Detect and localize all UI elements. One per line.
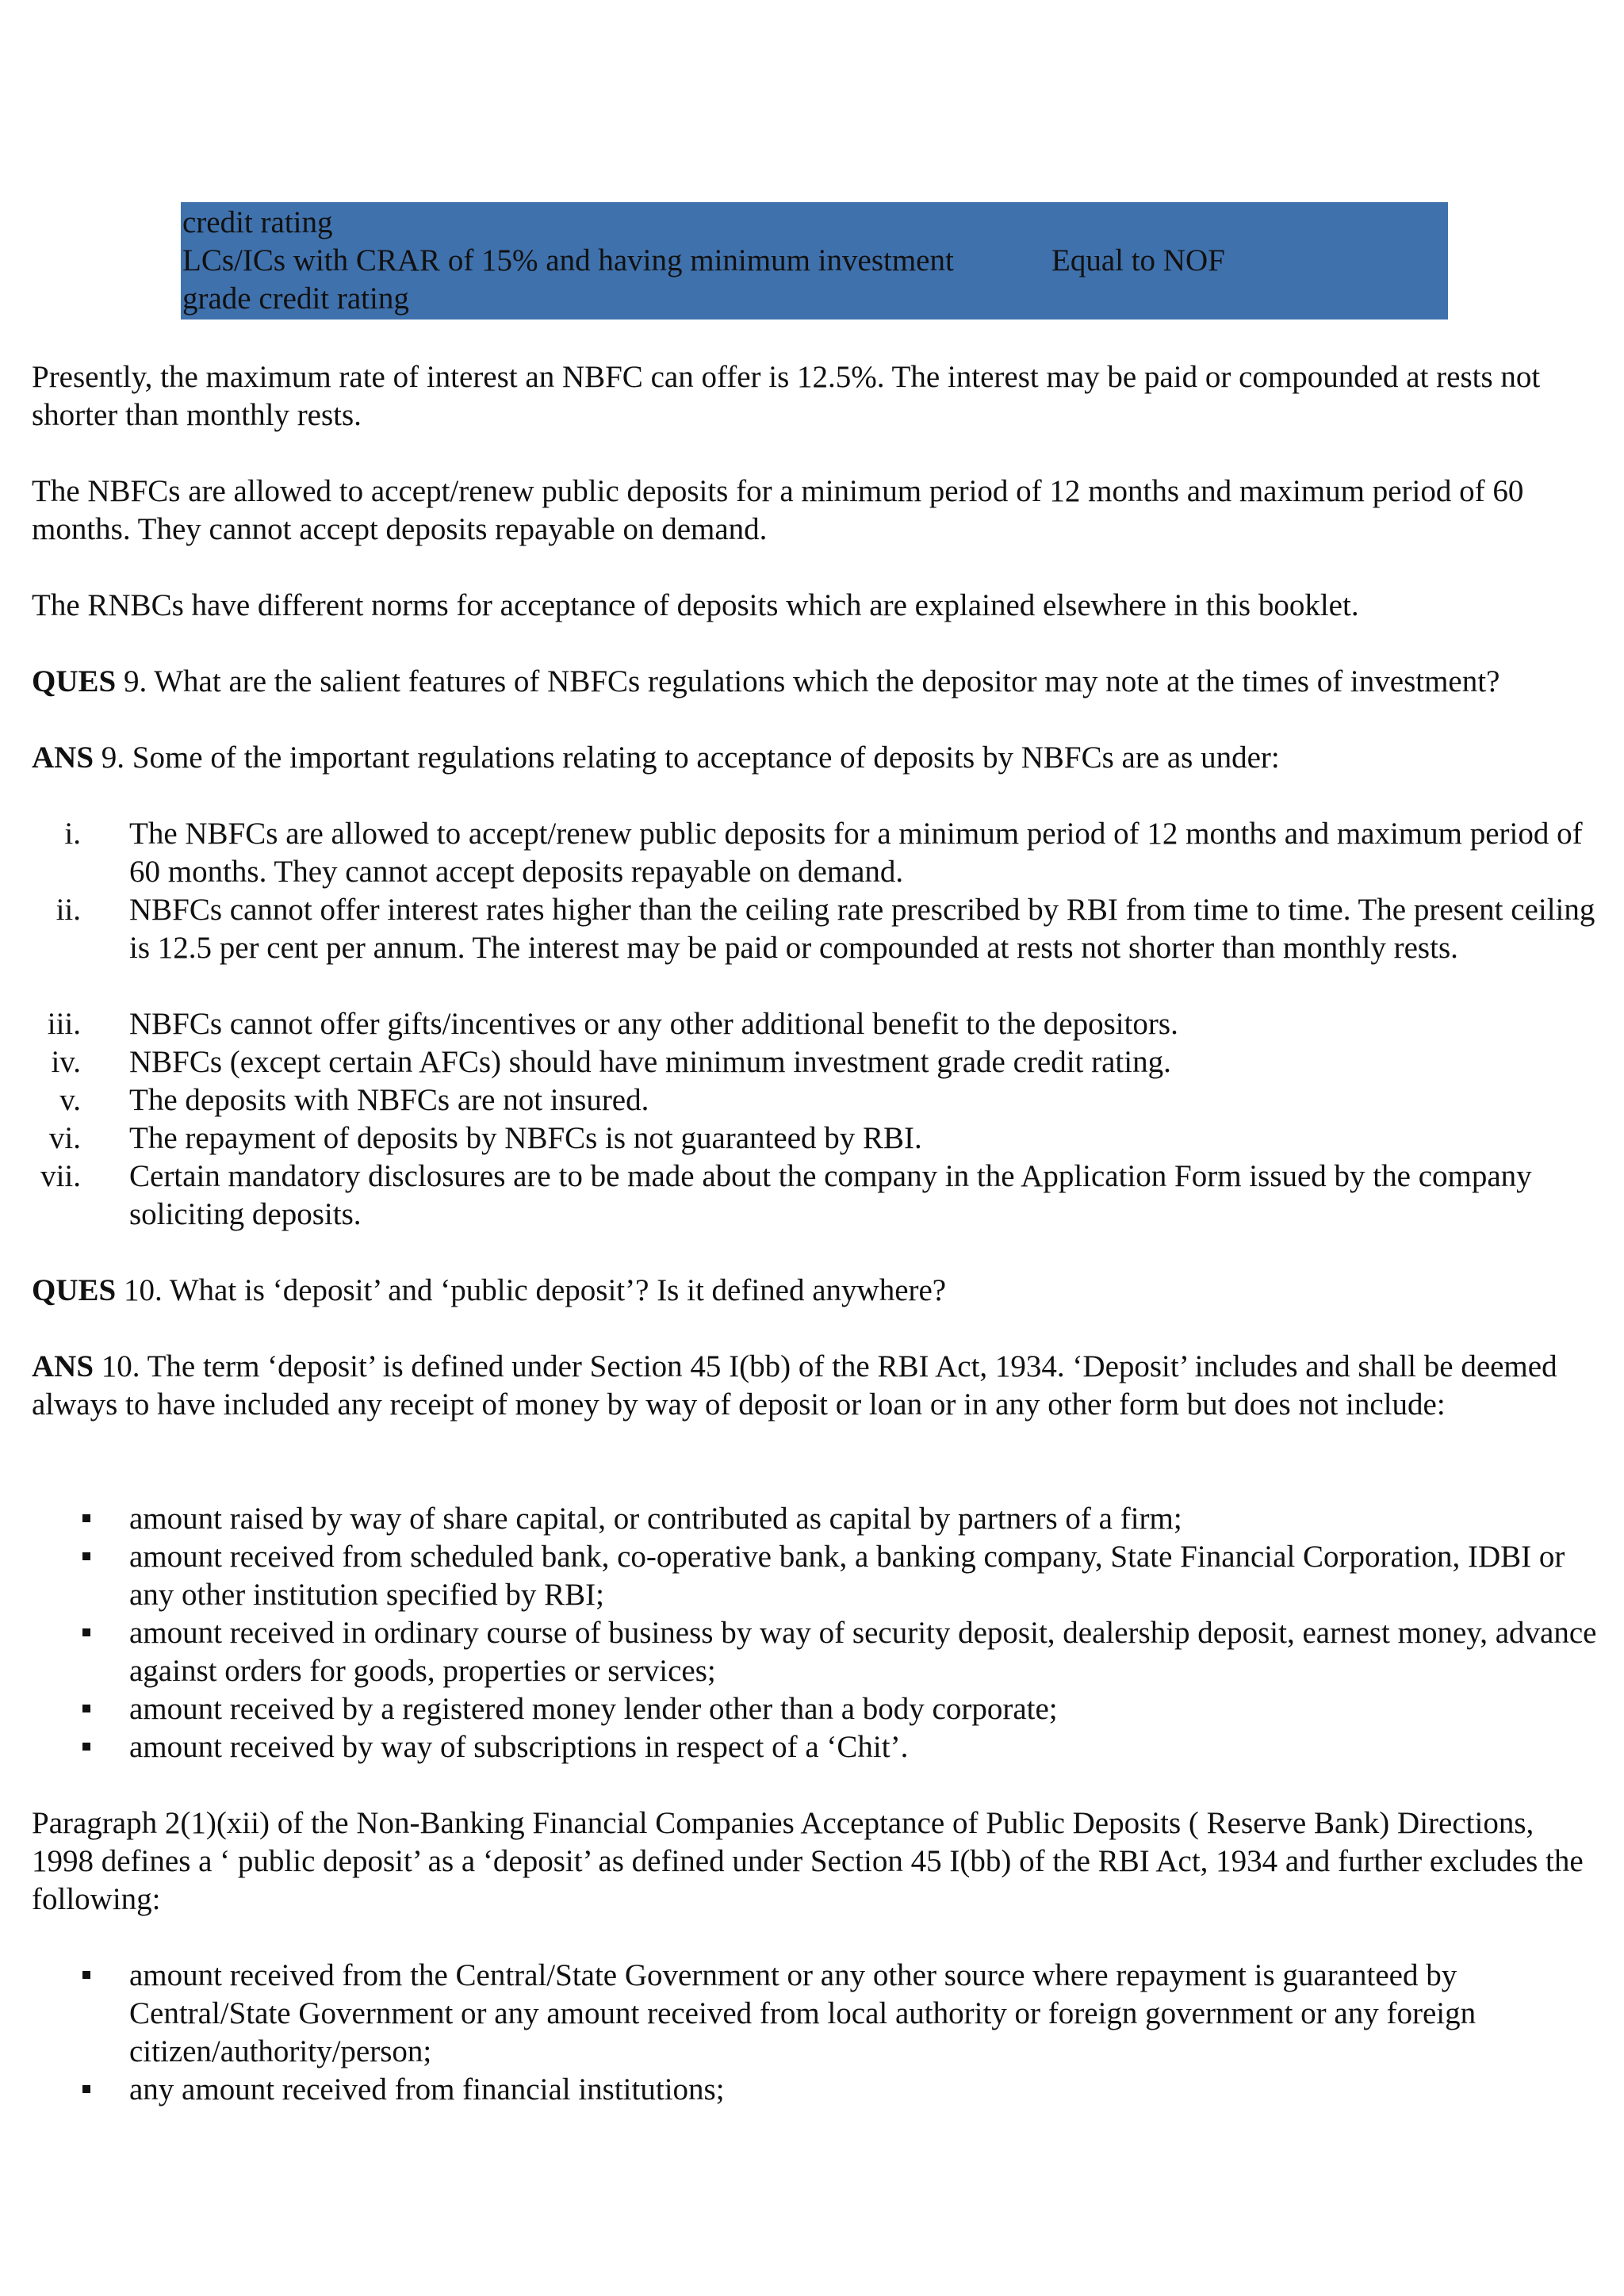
- list-marker: iii.: [47, 1007, 81, 1041]
- list-item-text: The NBFCs are allowed to accept/renew public deposits for a minimum period of 12 months and maximum period of 60 months. They cannot accept deposits repayable on demand.: [129, 817, 1583, 889]
- bullet-icon: [82, 1514, 90, 1522]
- question-9: [32, 663, 1598, 701]
- list-item-text: Certain mandatory disclosures are to be made about the company in the Application Form issued by the company soliciting deposits.: [129, 1159, 1532, 1231]
- bullet-icon: [82, 1743, 90, 1751]
- list-item-text: amount received from scheduled bank, co-operative bank, a banking company, State Financial Corporation, IDBI or any other institution specified by RBI;: [129, 1540, 1565, 1612]
- table-row-grade-credit-rating: grade credit rating: [182, 281, 409, 316]
- question-label: QUES: [32, 664, 117, 698]
- question-10: [32, 1272, 1598, 1310]
- list-item-text: The repayment of deposits by NBFCs is not guaranteed by RBI.: [129, 1121, 922, 1155]
- answer-9: [32, 739, 1598, 777]
- paragraph-public-deposit: Paragraph 2(1)(xii) of the Non-Banking Financial Companies Acceptance of Public Deposits ( Reserve Bank) Directions, 1998 defines a ‘ public deposit’ as a ‘deposit’ as defined under Section 45 I(bb) of the RBI Act, 1934 and further excludes the following:: [32, 1806, 1584, 1916]
- bullet-icon: [82, 1628, 90, 1636]
- list-item-text: NBFCs cannot offer interest rates higher than the ceiling rate prescribed by RBI from time to time. The present ceiling is 12.5 per cent per annum. The interest may be paid or compounded at rests not shorter than monthly rests.: [129, 893, 1595, 965]
- list-marker: ii.: [56, 893, 81, 927]
- list-item-text: NBFCs cannot offer gifts/incentives or any other additional benefit to the depositors.: [129, 1007, 1178, 1041]
- table-row-lcs-ics-value: Equal to NOF: [1051, 243, 1225, 277]
- bullet-icon: [82, 1971, 90, 1979]
- bullet-icon: [82, 1552, 90, 1560]
- answer-text: 9. Some of the important regulations relating to acceptance of deposits by NBFCs are as under:: [94, 740, 1280, 775]
- list-item-text: amount received by way of subscriptions in respect of a ‘Chit’.: [129, 1730, 909, 1764]
- table-row-lcs-ics-label: LCs/ICs with CRAR of 15% and having minimum investment: [182, 243, 954, 277]
- list-item-text: amount received from the Central/State Government or any other source where repayment is guaranteed by Central/State Government or any amount received from local authority or foreign government or any foreign citizen/authority/person;: [129, 1958, 1477, 2068]
- list-item-text: any amount received from financial institutions;: [129, 2072, 725, 2107]
- list-item-text: amount received in ordinary course of business by way of security deposit, dealership deposit, earnest money, advance against orders for goods, properties or services;: [129, 1616, 1597, 1688]
- list-marker: iv.: [51, 1045, 81, 1079]
- bullet-icon: [82, 2085, 90, 2093]
- question-text: 9. What are the salient features of NBFCs regulations which the depositor may note at the times of investment?: [116, 664, 1500, 698]
- list-marker: vi.: [48, 1121, 81, 1155]
- question-text: 10. What is ‘deposit’ and ‘public deposit’? Is it defined anywhere?: [116, 1273, 947, 1307]
- list-item-text: amount received by a registered money lender other than a body corporate;: [129, 1692, 1058, 1726]
- answer-text: 10. The term ‘deposit’ is defined under Section 45 I(bb) of the RBI Act, 1934. ‘Deposit’ includes and shall be deemed always to have included any receipt of money by way of deposit or loan or in any other form but does not include:: [32, 1349, 1557, 1422]
- list-marker: vii.: [40, 1159, 81, 1193]
- list-marker: i.: [64, 817, 81, 851]
- table-fragment: [181, 202, 1448, 320]
- answer-label: ANS: [32, 740, 94, 775]
- paragraph-deposit-period: The NBFCs are allowed to accept/renew public deposits for a minimum period of 12 months and maximum period of 60 months. They cannot accept deposits repayable on demand.: [32, 474, 1524, 546]
- paragraph-rnbc-norms: The RNBCs have different norms for acceptance of deposits which are explained elsewhere in this booklet.: [32, 588, 1359, 622]
- question-label: QUES: [32, 1273, 117, 1307]
- list-item-text: NBFCs (except certain AFCs) should have minimum investment grade credit rating.: [129, 1045, 1171, 1079]
- paragraph-interest-rate: Presently, the maximum rate of interest an NBFC can offer is 12.5%. The interest may be paid or compounded at rests not shorter than monthly rests.: [32, 360, 1541, 432]
- list-item-text: The deposits with NBFCs are not insured.: [129, 1083, 649, 1117]
- list-marker: v.: [59, 1083, 81, 1117]
- table-row-credit-rating: credit rating: [182, 205, 333, 239]
- bullet-icon: [82, 1705, 90, 1712]
- list-item-text: amount raised by way of share capital, or contributed as capital by partners of a firm;: [129, 1502, 1182, 1536]
- answer-10: [32, 1348, 1598, 1424]
- answer-label: ANS: [32, 1349, 94, 1383]
